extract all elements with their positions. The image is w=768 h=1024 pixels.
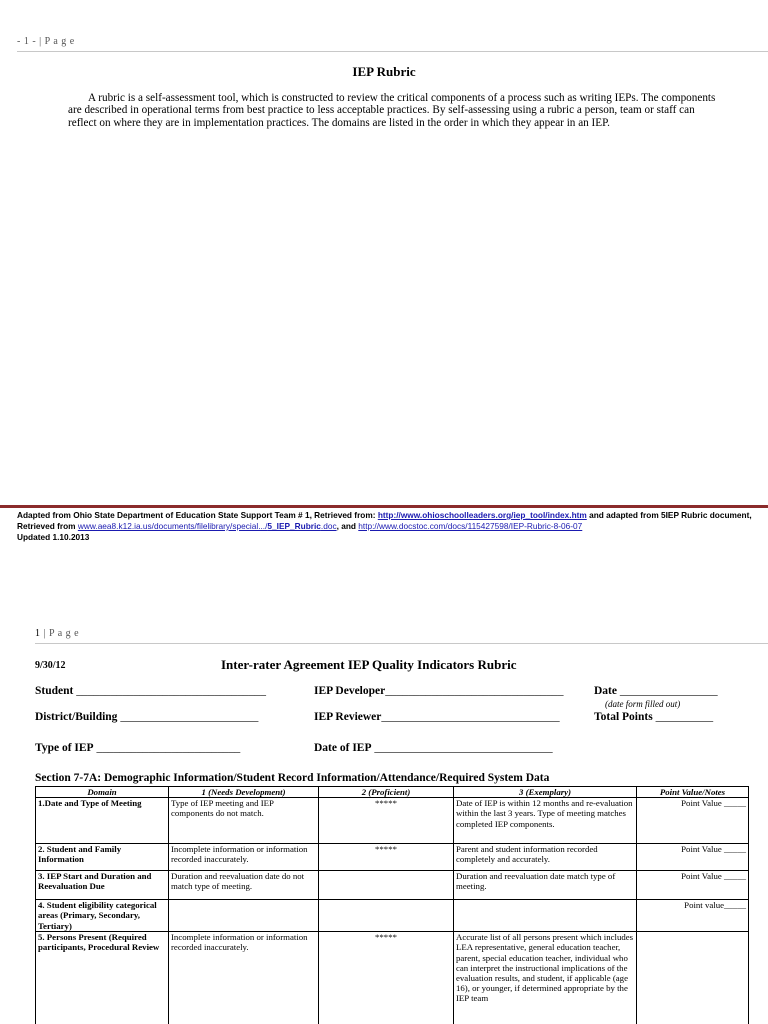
- page2-header-num: 1: [35, 628, 41, 639]
- iep-developer-line: _______________________________: [385, 685, 564, 697]
- page2-header-rule: [35, 643, 768, 644]
- table-header-row: [36, 787, 749, 798]
- date-note: (date form filled out): [605, 699, 681, 709]
- section-heading: Section 7-7A: Demographic Information/Student Record Information/Attendance/Required System Data: [35, 772, 550, 784]
- form-date: 9/30/12: [35, 660, 66, 671]
- table-row: [36, 900, 749, 932]
- row-point-value[interactable]: [637, 932, 749, 1024]
- row-domain: 4. Student eligibility categorical areas (Primary, Secondary, Tertiary): [36, 900, 169, 932]
- total-points-label: Total Points: [594, 711, 653, 723]
- page-header: - 1 - | P a g e: [17, 36, 75, 47]
- date-of-iep-label: Date of IEP: [314, 742, 372, 754]
- row-domain: 2. Student and Family Information: [36, 844, 169, 871]
- iep-reviewer-line: _______________________________: [381, 711, 560, 723]
- row-needs-development: Duration and reevaluation date do not match type of meeting.: [169, 871, 319, 900]
- row-proficient: [319, 900, 454, 932]
- row-exemplary: Parent and student information recorded completely and accurately.: [454, 844, 637, 871]
- iep-developer-label: IEP Developer: [314, 685, 386, 697]
- row-proficient: *****: [319, 932, 454, 1024]
- student-line: _________________________________: [73, 685, 266, 697]
- type-of-iep-line: _________________________: [93, 742, 241, 754]
- footer-link-ohio[interactable]: http://www.ohioschoolleaders.org/iep_tool/index.htm: [377, 510, 587, 520]
- row-exemplary: [454, 900, 637, 932]
- iep-reviewer-label: IEP Reviewer: [314, 711, 382, 723]
- student-field[interactable]: [35, 685, 266, 697]
- row-domain: 1.Date and Type of Meeting: [36, 798, 169, 844]
- row-exemplary: Duration and reevaluation date match type of meeting.: [454, 871, 637, 900]
- row-exemplary: Accurate list of all persons present which includes LEA representative, general education teacher, parent, special education teacher, individual who can interpret the instructional implications of the evaluation results, and student, if applicable (age 16), or younger, if determined appropriate by the IEP team: [454, 932, 637, 1024]
- student-label: Student: [35, 685, 74, 697]
- date-line: _________________: [617, 685, 718, 697]
- date-label: Date: [594, 685, 617, 697]
- row-proficient: [319, 871, 454, 900]
- table-row: [36, 871, 749, 900]
- row-proficient: *****: [319, 844, 454, 871]
- page2-header-rest: | P a g e: [40, 628, 80, 639]
- total-points-line: __________: [652, 711, 714, 723]
- footer-link-aea8-file[interactable]: 5_IEP_Rubric: [267, 521, 321, 531]
- iep-developer-field[interactable]: [314, 685, 563, 697]
- row-needs-development: [169, 900, 319, 932]
- footer-link-aea8[interactable]: www.aea8.k12.ia.us/documents/filelibrary/special.../: [77, 521, 268, 531]
- date-field[interactable]: [594, 685, 718, 697]
- row-needs-development: Incomplete information or information recorded inaccurately.: [169, 932, 319, 1024]
- type-of-iep-field[interactable]: [35, 742, 240, 754]
- row-point-value[interactable]: Point Value _____: [637, 798, 749, 844]
- row-exemplary: Date of IEP is within 12 months and re-evaluation within the last 3 years. Type of meeting matches completed IEP components.: [454, 798, 637, 844]
- district-field[interactable]: [35, 711, 258, 723]
- table-row: [36, 798, 749, 844]
- district-label: District/Building: [35, 711, 118, 723]
- footer-rule: [0, 505, 768, 508]
- page-title: IEP Rubric: [352, 64, 416, 79]
- footer-link-docstoc[interactable]: http://www.docstoc.com/docs/115427598/IEP-Rubric-8-06-07: [358, 521, 583, 531]
- footer-link-aea8-ext[interactable]: .doc: [320, 521, 337, 531]
- row-point-value[interactable]: Point Value _____: [637, 844, 749, 871]
- table-row: [36, 844, 749, 871]
- footer-text-1: Adapted from Ohio State Department of Education State Support Team # 1, Retrieved from:: [17, 510, 378, 520]
- row-needs-development: Incomplete information or information recorded inaccurately.: [169, 844, 319, 871]
- page2-header: [35, 628, 79, 639]
- date-of-iep-field[interactable]: [314, 742, 553, 754]
- col-header-proficient: 2 (Proficient): [319, 787, 454, 798]
- total-points-field[interactable]: [594, 711, 713, 723]
- footer-text-3: , and: [336, 521, 359, 531]
- rubric-table: [35, 786, 749, 1024]
- iep-reviewer-field[interactable]: [314, 711, 560, 723]
- date-of-iep-line: _______________________________: [371, 742, 553, 754]
- footer-updated: Updated 1.10.2013: [17, 532, 90, 542]
- footer-text-2: and adapted from 5IEP Rubric document, Retrieved from: [17, 510, 752, 531]
- col-header-exemplary: 3 (Exemplary): [454, 787, 637, 798]
- district-line: ________________________: [117, 711, 259, 723]
- row-needs-development: Type of IEP meeting and IEP components do not match.: [169, 798, 319, 844]
- row-domain: 5. Persons Present (Required participants, Procedural Review: [36, 932, 169, 1024]
- row-domain: 3. IEP Start and Duration and Reevaluation Due: [36, 871, 169, 900]
- row-proficient: *****: [319, 798, 454, 844]
- footer-citation: [17, 510, 761, 543]
- type-of-iep-label: Type of IEP: [35, 742, 94, 754]
- rubric-title: Inter-rater Agreement IEP Quality Indicators Rubric: [221, 657, 517, 672]
- row-point-value[interactable]: Point Value _____: [637, 871, 749, 900]
- col-header-domain: Domain: [36, 787, 169, 798]
- row-point-value[interactable]: Point value_____: [637, 900, 749, 932]
- intro-paragraph: A rubric is a self-assessment tool, which is constructed to review the critical components of a process such as writing IEPs. The components are described in operational terms from best practice to less acceptable practices. By self-assessing using a rubric a person, team or staff can reflect on where they are in implementation practices. The domains are listed in the order in which they appear in an IEP.: [68, 92, 716, 129]
- col-header-needs-development: 1 (Needs Development): [169, 787, 319, 798]
- header-rule: [17, 51, 768, 52]
- col-header-point-value: Point Value/Notes: [637, 787, 749, 798]
- table-row: [36, 932, 749, 1024]
